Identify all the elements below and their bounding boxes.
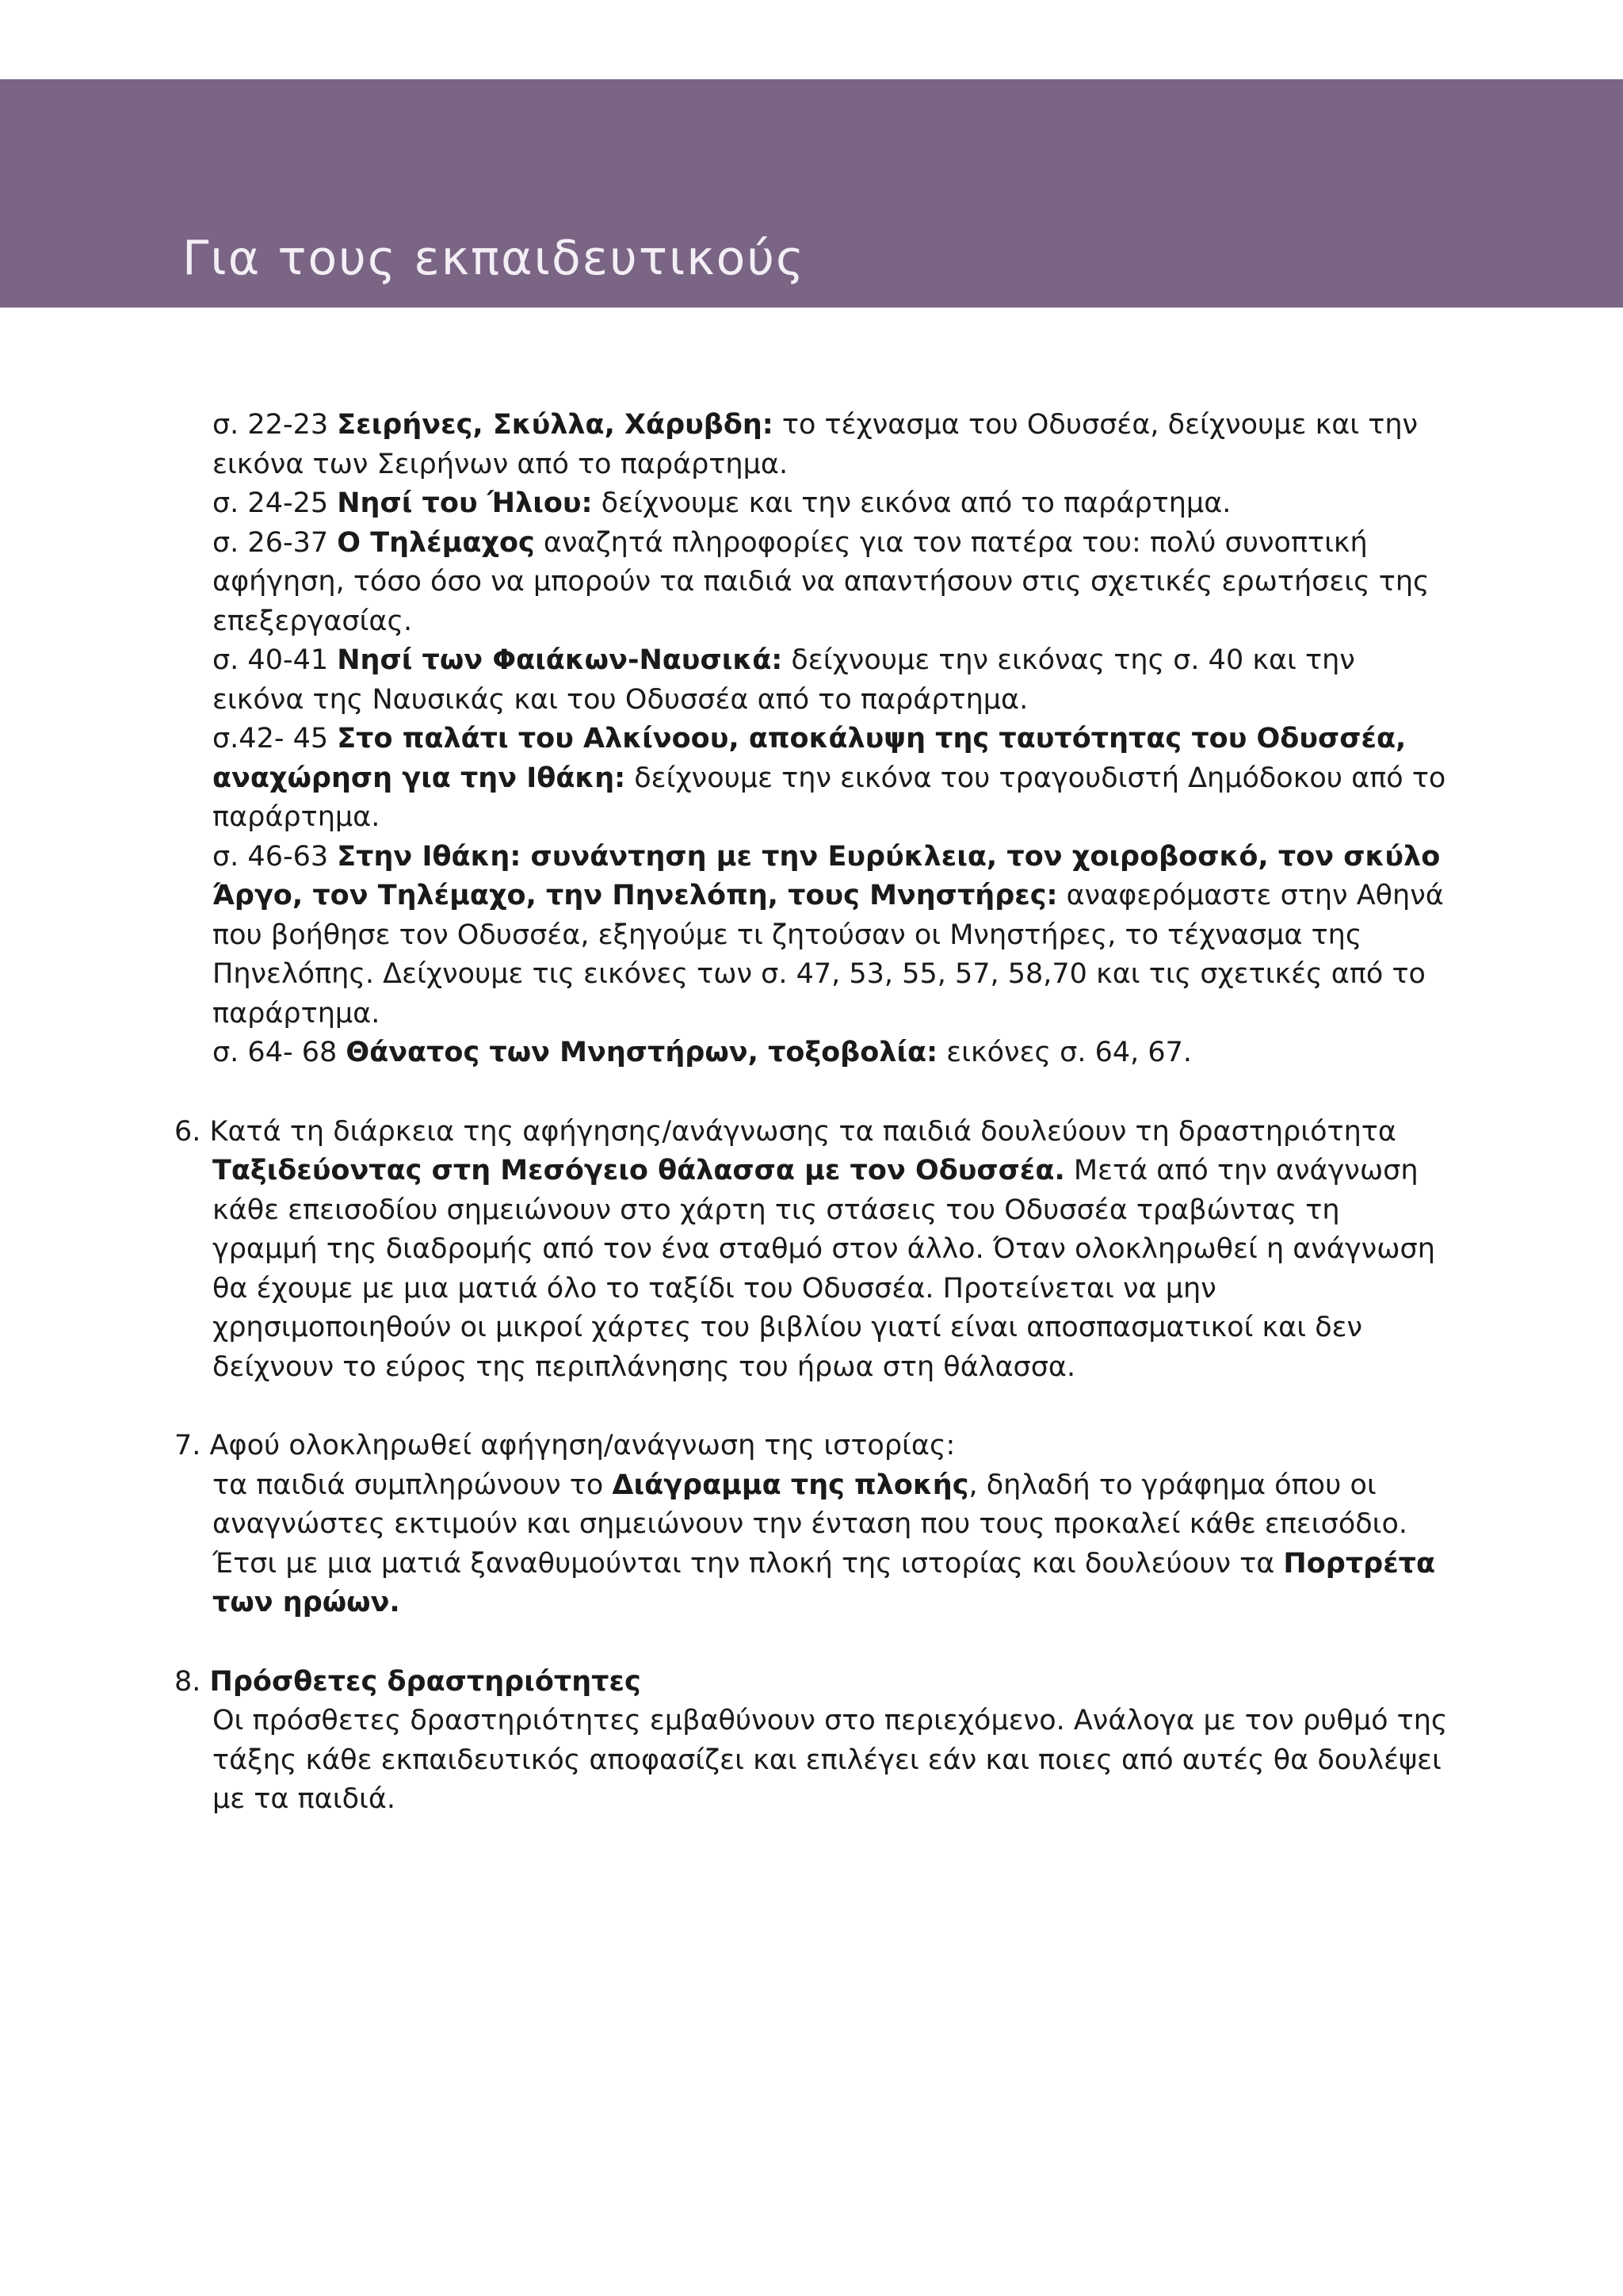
episode-title: Ο Τηλέμαχος <box>337 526 535 559</box>
item-first-text: Κατά τη διάρκεια της αφήγησης/ανάγνωσης τα παιδιά δουλεύουν τη δραστηριότητα <box>200 1115 1396 1148</box>
page-range: σ. 26-37 <box>212 526 338 559</box>
item-body-pre: τα παιδιά συμπληρώνουν το <box>212 1469 613 1501</box>
item-body <box>174 1152 1450 1387</box>
episode-title: Στην Ιθάκη: συνάντηση με την Ευρύκλεια, τον χοιροβοσκό, τον σκύλο Άργο, τον Τηλέμαχο, την Πηνελόπη, τους Μνηστήρες: <box>212 840 1441 911</box>
page-title: Για τους εκπαιδευτικούς <box>182 231 806 286</box>
item-first-line <box>174 1663 1450 1702</box>
page-range: σ. 40-41 <box>212 644 338 676</box>
episode-text: αναζητά πληροφορίες για τον πατέρα του: πολύ συνοπτική αφήγηση, τόσο όσο να μπορούν τα παιδιά να απαντήσουν στις σχετικές ερωτήσεις της επεξεργασίας. <box>212 526 1430 637</box>
numbered-item-8 <box>174 1663 1450 1820</box>
episode-text: εικόνες σ. 64, 67. <box>938 1037 1193 1068</box>
episode-paragraph <box>212 641 1450 720</box>
numbered-item-6 <box>174 1113 1450 1388</box>
episode-paragraph <box>212 524 1450 642</box>
episode-text: δείχνουμε την εικόνας της σ. 40 και την εικόνα της Ναυσικάς και του Οδυσσέα από το παράρτημα. <box>212 644 1355 716</box>
episode-paragraph <box>212 406 1450 484</box>
episode-title: Νησί των Φαιάκων-Ναυσικά: <box>337 644 783 676</box>
episode-text: αναφερόμαστε στην Αθηνά που βοήθησε τον Οδυσσέα, εξηγούμε τι ζητούσαν οι Μνηστήρες, το τέχνασμα της Πηνελόπης. Δείχνουμε τις εικόνες των σ. 47, 53, 55, 57, 58,70 και τις σχετικές από το παράρτημα. <box>212 880 1444 1030</box>
plot-diagram-title: Διάγραμμα της πλοκής <box>612 1469 969 1501</box>
item-body-text: Μετά από την ανάγνωση κάθε επεισοδίου σημειώνουν στο χάρτη τις στάσεις του Οδυσσέα τραβώντας τη γραμμή της διαδρομής από τον ένα σταθμό στον άλλο. Όταν ολοκληρωθεί η ανάγνωση θα έχουμε με μια ματιά όλο το ταξίδι του Οδυσσέα. Προτείνεται να μην χρησιμοποιηθούν οι μικροί χάρτες του βιβλίου γιατί είναι αποσπασματικοί και δεν δείχνουν το εύρος της περιπλάνησης του ήρωα στη θάλασσα. <box>212 1155 1435 1383</box>
spacer <box>174 1623 1450 1663</box>
item-number: 7. <box>174 1430 201 1461</box>
item-body-mid: , δηλαδή το γράφημα όπου οι αναγνώστες εκτιμούν και σημειώνουν την ένταση που τους προκαλεί κάθε επεισόδιο. Έτσι με μια ματιά ξαναθυμούνται την πλοκή της ιστορίας και δουλεύουν τα <box>212 1469 1408 1580</box>
spacer <box>174 1387 1450 1427</box>
episode-text: το τέχνασμα του Οδυσσέα, δείχνουμε και την εικόνα των Σειρήνων από το παράρτημα. <box>212 409 1419 480</box>
item-first-line <box>174 1113 1450 1152</box>
episode-title: Σειρήνες, Σκύλλα, Χάρυβδη: <box>337 409 773 441</box>
main-content <box>174 406 1450 1820</box>
episode-paragraph <box>212 720 1450 838</box>
spacer <box>174 1073 1450 1113</box>
item-number: 8. <box>174 1665 201 1698</box>
item-body <box>174 1466 1450 1623</box>
page-range: σ. 46-63 <box>212 840 338 873</box>
item-body-text: Οι πρόσθετες δραστηριότητες εμβαθύνουν στο περιεχόμενο. Ανάλογα με τον ρυθμό της τάξης κάθε εκπαιδευτικός αποφασίζει και επιλέγει εάν και ποιες από αυτές θα δουλέψει με τα παιδιά. <box>212 1705 1448 1815</box>
numbered-item-7 <box>174 1427 1450 1623</box>
episode-text: δείχνουμε την εικόνα του τραγουδιστή Δημόδοκου από το παράρτημα. <box>212 762 1446 833</box>
episode-paragraph <box>212 838 1450 1034</box>
page-range: σ.42- 45 <box>212 723 338 755</box>
item-body <box>174 1702 1450 1820</box>
episode-title: Θάνατος των Μνηστήρων, τοξοβολία: <box>346 1037 938 1068</box>
episode-text: δείχνουμε και την εικόνα από το παράρτημα. <box>592 487 1232 519</box>
episode-title: Στο παλάτι του Αλκίνοου, αποκάλυψη της ταυτότητας του Οδυσσέα, αναχώρηση για την Ιθάκη: <box>212 723 1407 794</box>
page-range: σ. 22-23 <box>212 409 338 441</box>
hero-portraits-title: Πορτρέτα των ηρώων. <box>212 1547 1436 1618</box>
header-band <box>0 79 1623 308</box>
episode-title: Νησί του Ήλιου: <box>337 487 593 519</box>
item-first-line <box>174 1427 1450 1466</box>
item-number: 6. <box>174 1115 201 1148</box>
episode-paragraph <box>212 1033 1450 1073</box>
item-first-text: Αφού ολοκληρωθεί αφήγηση/ανάγνωση της ιστορίας: <box>200 1430 956 1461</box>
episode-paragraph <box>212 484 1450 524</box>
page-range: σ. 64- 68 <box>212 1037 346 1068</box>
episode-list <box>174 406 1450 1073</box>
additional-activities-title: Πρόσθετες δραστηριότητες <box>209 1665 641 1698</box>
activity-title: Ταξιδεύοντας στη Μεσόγειο θάλασσα με τον Οδυσσέα. <box>212 1155 1065 1186</box>
page-range: σ. 24-25 <box>212 487 338 519</box>
